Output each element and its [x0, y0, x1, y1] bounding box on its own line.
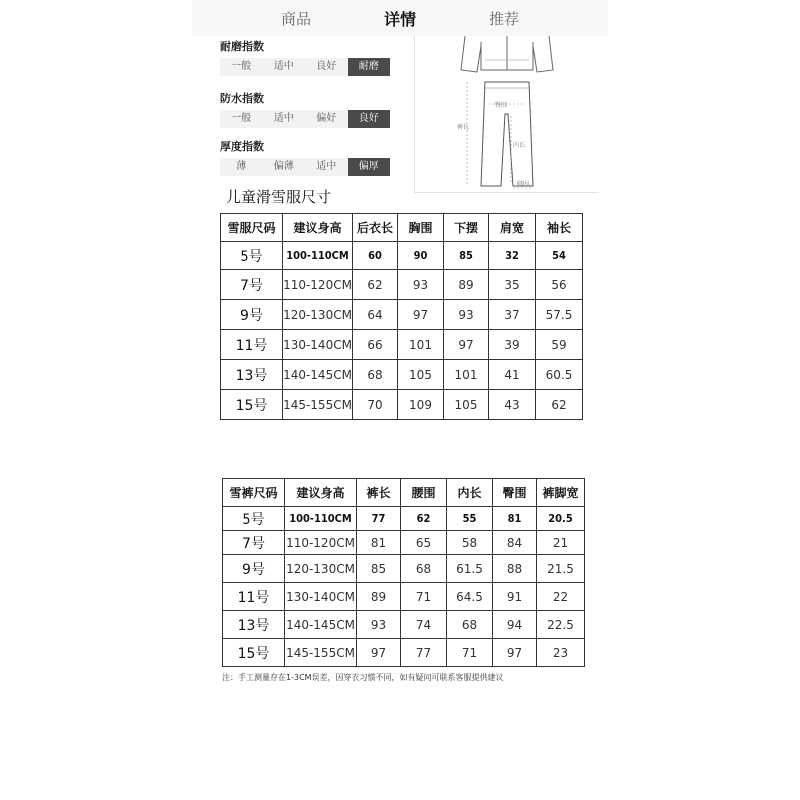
column-header: 胸围 [398, 214, 444, 242]
table-cell: 97 [357, 639, 401, 667]
size-cell: 5号 [221, 242, 283, 270]
table-row [221, 360, 583, 390]
table-cell: 32 [489, 242, 536, 270]
table-cell: 91 [493, 583, 537, 611]
table-header-row [221, 214, 583, 242]
table-cell: 105 [398, 360, 444, 390]
measurement-sketch [414, 36, 599, 193]
table-cell: 71 [447, 639, 493, 667]
index-option-selected: 良好 [348, 110, 391, 128]
index-option: 适中 [273, 113, 294, 124]
table-cell: 41 [489, 360, 536, 390]
inseam-label: 内长 [513, 142, 526, 149]
index-option-selected: 偏厚 [348, 158, 391, 176]
table-cell: 55 [447, 507, 493, 531]
table-row [223, 611, 585, 639]
column-header: 臀围 [493, 479, 537, 507]
column-header: 建议身高 [285, 479, 357, 507]
tab-detail[interactable]: 详情 [383, 9, 416, 29]
table-cell: 21.5 [537, 555, 585, 583]
tab-product[interactable]: 商品 [280, 9, 311, 28]
measurement-note: 注：手工测量存在1-3CM误差，因穿衣习惯不同，如有疑问可联系客服提供建议 [222, 673, 504, 682]
table-cell: 54 [536, 242, 583, 270]
size-cell: 13号 [221, 360, 283, 390]
size-cell: 7号 [223, 531, 285, 555]
table-cell: 101 [444, 360, 489, 390]
table-cell: 62 [401, 507, 447, 531]
table-cell: 57.5 [536, 300, 583, 330]
table-row [223, 531, 585, 555]
size-cell: 9号 [221, 300, 283, 330]
size-cell: 7号 [221, 270, 283, 300]
table-cell: 97 [493, 639, 537, 667]
table-row [221, 390, 583, 420]
table-row [221, 242, 583, 270]
table-cell: 93 [398, 270, 444, 300]
table-cell: 97 [398, 300, 444, 330]
index-option: 适中 [273, 61, 294, 72]
table-cell: 64.5 [447, 583, 493, 611]
table-cell: 84 [493, 531, 537, 555]
size-cell: 13号 [223, 611, 285, 639]
table-cell: 145-155CM [283, 390, 353, 420]
table-cell: 101 [398, 330, 444, 360]
table-row [221, 330, 583, 360]
table-cell: 145-155CM [285, 639, 357, 667]
section-title: 儿童滑雪服尺寸 [226, 188, 332, 206]
tab-recommend[interactable]: 推荐 [488, 9, 519, 28]
table-cell: 56 [536, 270, 583, 300]
column-header: 内长 [447, 479, 493, 507]
size-cell: 15号 [221, 390, 283, 420]
table-cell: 77 [401, 639, 447, 667]
table-cell: 60 [353, 242, 398, 270]
size-cell: 9号 [223, 555, 285, 583]
thickness-index [220, 138, 390, 176]
size-cell: 5号 [223, 507, 285, 531]
index-option: 一般 [231, 113, 252, 124]
size-cell: 15号 [223, 639, 285, 667]
waterproof-index [220, 90, 390, 128]
column-header: 袖长 [536, 214, 583, 242]
column-header: 肩宽 [489, 214, 536, 242]
table-cell: 22 [537, 583, 585, 611]
column-header: 裤长 [357, 479, 401, 507]
index-title: 耐磨指数 [220, 40, 264, 53]
index-title: 防水指数 [220, 92, 264, 105]
table-header-row [223, 479, 585, 507]
product-detail-page [192, 0, 608, 800]
jacket-pants-illustration [415, 36, 599, 192]
index-scale [220, 158, 390, 176]
table-cell: 94 [493, 611, 537, 639]
table-cell: 64 [353, 300, 398, 330]
table-cell: 93 [444, 300, 489, 330]
hip-label: 臀围 [495, 102, 508, 109]
table-cell: 89 [444, 270, 489, 300]
table-cell: 60.5 [536, 360, 583, 390]
table-cell: 59 [536, 330, 583, 360]
table-cell: 110-120CM [283, 270, 353, 300]
table-cell: 140-145CM [285, 611, 357, 639]
index-scale [220, 110, 390, 128]
column-header: 建议身高 [283, 214, 353, 242]
table-row [221, 270, 583, 300]
table-cell: 81 [357, 531, 401, 555]
column-header: 裤脚宽 [537, 479, 585, 507]
column-header: 后衣长 [353, 214, 398, 242]
table-row [223, 507, 585, 531]
index-scale [220, 58, 390, 76]
table-cell: 74 [401, 611, 447, 639]
table-cell: 23 [537, 639, 585, 667]
column-header: 腰围 [401, 479, 447, 507]
table-cell: 61.5 [447, 555, 493, 583]
table-row [223, 639, 585, 667]
table-cell: 110-120CM [285, 531, 357, 555]
table-cell: 100-110CM [285, 507, 357, 531]
table-cell: 85 [357, 555, 401, 583]
table-cell: 37 [489, 300, 536, 330]
column-header: 下摆 [444, 214, 489, 242]
size-cell: 11号 [221, 330, 283, 360]
table-cell: 35 [489, 270, 536, 300]
column-header: 雪服尺码 [221, 214, 283, 242]
index-option: 偏好 [316, 113, 337, 124]
table-cell: 109 [398, 390, 444, 420]
table-cell: 68 [353, 360, 398, 390]
size-cell: 11号 [223, 583, 285, 611]
jacket-size-table [220, 213, 583, 420]
table-cell: 66 [353, 330, 398, 360]
table-row [221, 300, 583, 330]
table-cell: 70 [353, 390, 398, 420]
hem-width-label: 脚围 [517, 181, 530, 188]
table-cell: 90 [398, 242, 444, 270]
index-option: 偏薄 [273, 161, 294, 172]
table-cell: 68 [401, 555, 447, 583]
table-cell: 97 [444, 330, 489, 360]
table-cell: 43 [489, 390, 536, 420]
table-cell: 120-130CM [285, 555, 357, 583]
index-option: 适中 [316, 161, 337, 172]
table-cell: 140-145CM [283, 360, 353, 390]
table-cell: 22.5 [537, 611, 585, 639]
table-row [223, 583, 585, 611]
table-cell: 62 [536, 390, 583, 420]
table-cell: 71 [401, 583, 447, 611]
table-cell: 39 [489, 330, 536, 360]
table-cell: 89 [357, 583, 401, 611]
table-cell: 81 [493, 507, 537, 531]
index-option: 薄 [236, 161, 247, 172]
table-cell: 85 [444, 242, 489, 270]
table-cell: 58 [447, 531, 493, 555]
tab-bar [192, 0, 608, 36]
table-cell: 88 [493, 555, 537, 583]
pants-size-table [222, 478, 585, 667]
table-cell: 130-140CM [283, 330, 353, 360]
table-cell: 68 [447, 611, 493, 639]
index-option: 一般 [231, 61, 252, 72]
table-cell: 21 [537, 531, 585, 555]
table-cell: 77 [357, 507, 401, 531]
table-cell: 65 [401, 531, 447, 555]
index-title: 厚度指数 [220, 140, 264, 153]
pants-length-label: 裤长 [457, 124, 470, 131]
table-cell: 100-110CM [283, 242, 353, 270]
table-cell: 130-140CM [285, 583, 357, 611]
table-cell: 105 [444, 390, 489, 420]
table-cell: 120-130CM [283, 300, 353, 330]
index-option: 良好 [316, 61, 337, 72]
wear-resistance-index [220, 38, 390, 76]
table-cell: 93 [357, 611, 401, 639]
index-option-selected: 耐磨 [348, 58, 391, 76]
column-header: 雪裤尺码 [223, 479, 285, 507]
table-cell: 62 [353, 270, 398, 300]
table-cell: 20.5 [537, 507, 585, 531]
table-row [223, 555, 585, 583]
